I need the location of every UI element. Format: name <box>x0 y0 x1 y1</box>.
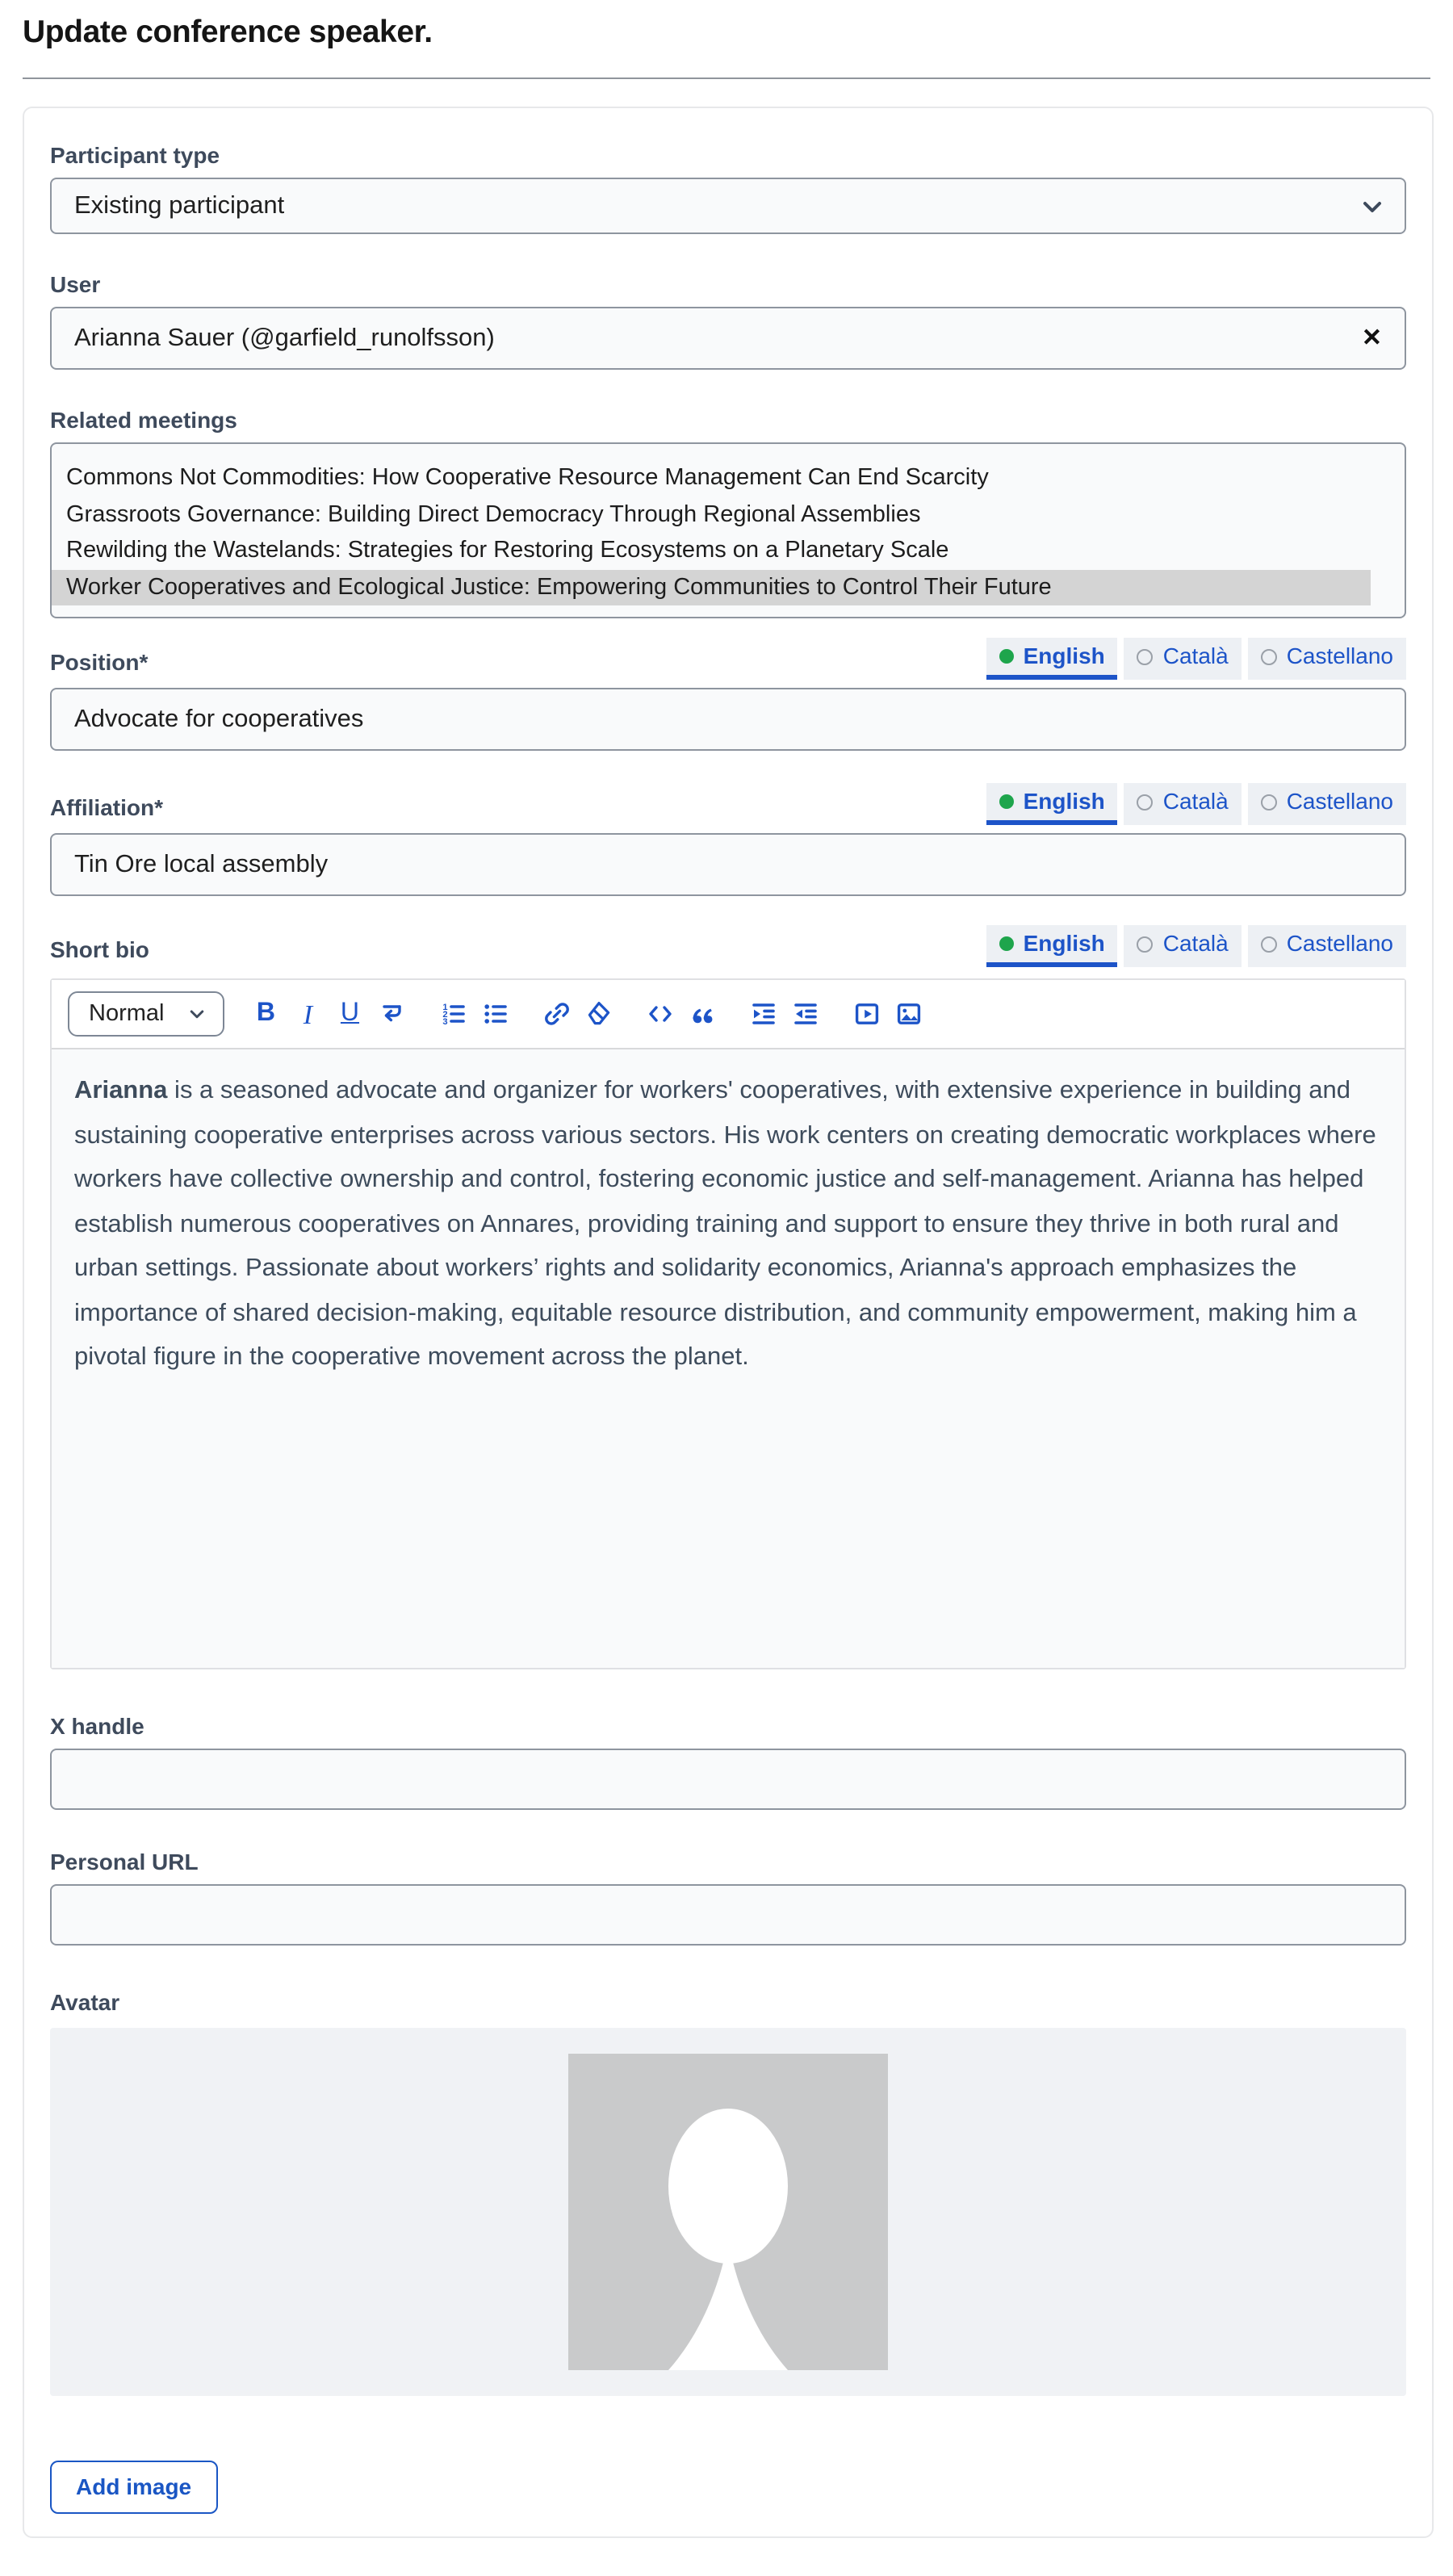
bullet-list-icon <box>480 999 509 1028</box>
bullet-list-button[interactable] <box>475 995 514 1033</box>
video-icon <box>852 999 881 1028</box>
tab-language-english[interactable]: English <box>986 925 1118 967</box>
rich-text-editor <box>50 978 1406 1669</box>
x-handle-label: X handle <box>50 1713 144 1739</box>
related-meetings-label: Related meetings <box>50 407 237 433</box>
line-break-icon <box>377 999 406 1028</box>
svg-text:2: 2 <box>442 1009 448 1020</box>
field-related-meetings <box>50 405 1406 618</box>
code-icon <box>645 999 674 1028</box>
field-short-bio <box>50 925 1406 1669</box>
bio-paragraph <box>74 1069 1382 1380</box>
image-icon <box>894 999 923 1028</box>
field-x-handle <box>50 1711 1406 1810</box>
bio-editor-content[interactable] <box>52 1048 1405 1668</box>
untranslated-circle-icon <box>1261 936 1277 952</box>
field-participant-type <box>50 140 1406 234</box>
italic-icon: I <box>303 999 313 1029</box>
personal-url-label: Personal URL <box>50 1849 199 1874</box>
short-bio-language-tabs <box>986 925 1406 967</box>
avatar-preview-panel <box>50 2028 1406 2396</box>
tab-language-castellano[interactable]: Castellano <box>1248 638 1406 680</box>
untranslated-circle-icon <box>1137 936 1154 952</box>
field-avatar <box>50 1987 1406 2396</box>
avatar-label: Avatar <box>50 1989 120 2015</box>
image-button[interactable] <box>889 995 927 1033</box>
speaker-form-card <box>23 107 1434 2538</box>
meeting-option[interactable]: Commons Not Commodities: How Cooperative Resource Management Can End Scarcity <box>66 465 989 491</box>
italic-button[interactable] <box>288 995 327 1033</box>
erase-format-icon <box>584 999 613 1028</box>
ordered-list-button[interactable] <box>433 995 472 1033</box>
svg-text:3: 3 <box>442 1016 448 1027</box>
tab-language-catala[interactable]: Català <box>1124 925 1242 967</box>
short-bio-label: Short bio <box>50 936 149 962</box>
meeting-option[interactable]: Grassroots Governance: Building Direct Democracy Through Regional Assemblies <box>66 501 921 527</box>
field-affiliation <box>50 783 1406 896</box>
paragraph-style-value: Normal <box>89 1001 165 1027</box>
untranslated-circle-icon <box>1137 648 1154 664</box>
affiliation-input[interactable] <box>50 833 1406 896</box>
position-label: Position* <box>50 649 149 675</box>
title-divider <box>23 77 1430 79</box>
indent-icon <box>748 999 777 1028</box>
tab-language-english[interactable]: English <box>986 783 1118 825</box>
participant-type-label: Participant type <box>50 142 220 168</box>
underline-icon: U <box>340 999 360 1027</box>
svg-text:1: 1 <box>442 1002 448 1012</box>
short-bio-header <box>50 925 1406 967</box>
affiliation-label: Affiliation* <box>50 794 163 820</box>
indent-button[interactable] <box>743 995 782 1033</box>
untranslated-circle-icon <box>1137 794 1154 810</box>
position-input[interactable] <box>50 688 1406 751</box>
tab-language-castellano[interactable]: Castellano <box>1248 925 1406 967</box>
participant-type-value: Existing participant <box>74 191 285 219</box>
user-field[interactable] <box>50 307 1406 370</box>
underline-button[interactable] <box>330 995 369 1033</box>
code-button[interactable] <box>640 995 679 1033</box>
field-personal-url <box>50 1847 1406 1946</box>
bold-button[interactable] <box>246 995 285 1033</box>
paragraph-style-select[interactable] <box>68 991 224 1037</box>
link-button[interactable] <box>537 995 576 1033</box>
chevron-down-icon <box>1359 193 1385 219</box>
related-meetings-listbox[interactable] <box>50 442 1406 618</box>
participant-type-select[interactable] <box>50 178 1406 234</box>
page-title: Update conference speaker. <box>23 15 433 50</box>
chevron-down-icon <box>186 1004 206 1024</box>
tab-language-catala[interactable]: Català <box>1124 783 1242 825</box>
toolbar-icons <box>246 995 927 1033</box>
line-break-button[interactable] <box>372 995 411 1033</box>
add-image-button[interactable]: Add image <box>50 2461 217 2514</box>
blockquote-button[interactable] <box>682 995 721 1033</box>
affiliation-language-tabs <box>986 783 1406 825</box>
bio-body: is a seasoned advocate and organizer for workers' cooperatives, with extensive experience in building and sustaining cooperative enterprises across various sectors. His work centers on creating democratic workplaces where workers have collective ownership and control, fostering economic justice and self-management. Arianna has helped establish numerous cooperatives on Annares, providing training and support to ensure they thrive in both rural and urban settings. Passionate about workers’ rights and solidarity economics, Arianna's approach emphasizes the importance of shared decision-making, equitable resource distribution, and community empowerment, making him a pivotal figure in the cooperative movement across the planet. <box>74 1077 1376 1371</box>
translated-dot-icon <box>999 649 1014 664</box>
avatar-placeholder-image <box>568 2054 888 2370</box>
tab-language-english[interactable]: English <box>986 638 1118 680</box>
erase-format-button[interactable] <box>579 995 618 1033</box>
bold-icon: B <box>256 999 276 1027</box>
blockquote-icon <box>687 999 716 1028</box>
user-label: User <box>50 271 101 297</box>
tab-language-catala[interactable]: Català <box>1124 638 1242 680</box>
editor-toolbar <box>52 980 1405 1048</box>
translated-dot-icon <box>999 794 1014 809</box>
untranslated-circle-icon <box>1261 794 1277 810</box>
untranslated-circle-icon <box>1261 648 1277 664</box>
field-user <box>50 270 1406 370</box>
ordered-list-icon <box>438 999 467 1028</box>
field-position <box>50 638 1406 751</box>
tab-language-castellano[interactable]: Castellano <box>1248 783 1406 825</box>
position-header <box>50 638 1406 680</box>
outdent-icon <box>790 999 819 1028</box>
personal-url-input[interactable] <box>50 1884 1406 1946</box>
clear-user-icon[interactable]: ✕ <box>1361 325 1382 352</box>
outdent-button[interactable] <box>785 995 824 1033</box>
translated-dot-icon <box>999 936 1014 951</box>
affiliation-header <box>50 783 1406 825</box>
meeting-option[interactable]: Rewilding the Wastelands: Strategies for Restoring Ecosystems on a Planetary Scale <box>66 538 949 563</box>
meeting-option-selected[interactable]: Worker Cooperatives and Ecological Justice: Empowering Communities to Control Their Future <box>52 569 1371 605</box>
video-button[interactable] <box>847 995 886 1033</box>
user-value: Arianna Sauer (@garfield_runolfsson) <box>74 324 495 351</box>
position-language-tabs <box>986 638 1406 680</box>
x-handle-input[interactable] <box>50 1749 1406 1810</box>
bio-lead: Arianna <box>74 1077 168 1104</box>
link-icon <box>542 999 571 1028</box>
